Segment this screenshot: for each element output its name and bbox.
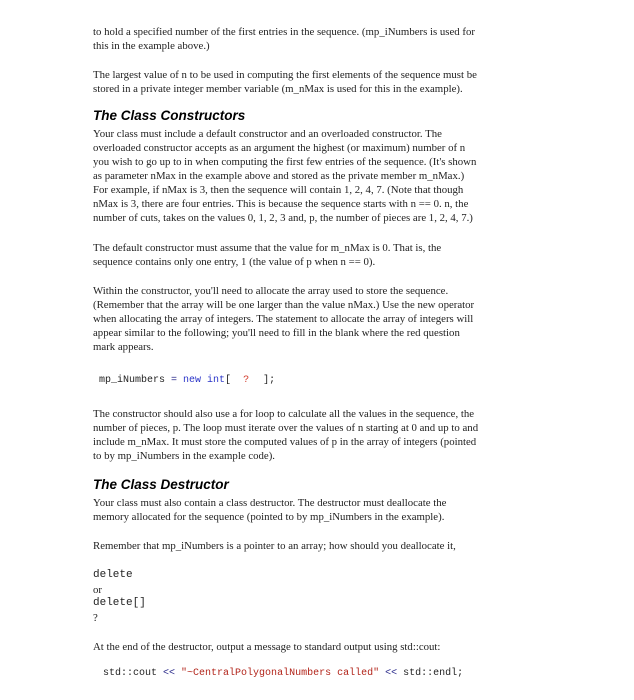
paragraph-line: include m_nMax. It must store the computed values of p in the array of integers (pointed	[93, 436, 477, 448]
paragraph-line: to hold a specified number of the first entries in the sequence. (mp_iNumbers is used for	[93, 26, 475, 38]
paragraph-line: The constructor should also use a for loop to calculate all the values in the sequence, the	[93, 408, 475, 420]
paragraph-line: number of cuts, takes on the values 0, 1, 2, 3 and, p, the number of pieces are 1, 2, 4, 7.)	[93, 212, 473, 224]
paragraph-line: overloaded constructor accepts as an argument the highest (or maximum) number of n	[93, 142, 466, 154]
paragraph-line: Your class must also contain a class destructor. The destructor must deallocate the	[93, 497, 447, 509]
paragraph-line: when allocating the array of integers. The statement to allocate the array of integers will	[93, 313, 474, 325]
code-operator: <<	[163, 668, 176, 679]
or-text: or	[93, 584, 102, 596]
code-snippet-cout	[103, 668, 463, 679]
paragraph-line: as parameter nMax in the example above and stored as the private member m_nMax.)	[93, 170, 465, 182]
code-bracket: ];	[263, 375, 276, 386]
paragraph-line: you wish to go up to in when computing the first few entries of the sequence. (It's shown	[93, 156, 477, 168]
paragraph-line: Your class must include a default constructor and an overloaded constructor. The	[93, 128, 442, 140]
code-keyword: new int	[183, 375, 226, 386]
paragraph-line: The default constructor must assume that the value for m_nMax is 0. That is, the	[93, 242, 442, 254]
section-heading-constructors: The Class Constructors	[93, 108, 246, 123]
paragraph-line: nMax is 3, there are four entries. This is because the sequence starts with n == 0. n, the	[93, 198, 469, 210]
code-text: std::cout	[103, 668, 164, 679]
code-text: std::endl;	[397, 668, 464, 679]
code-variable: mp_iNumbers	[99, 375, 166, 386]
delete-option: delete	[93, 569, 133, 581]
paragraph-line: this in the example above.)	[93, 40, 210, 52]
code-operator: <<	[385, 668, 398, 679]
paragraph-line: The largest value of n to be used in computing the first elements of the sequence must be	[93, 69, 477, 81]
question-mark-text: ?	[93, 612, 98, 624]
code-operator: =	[165, 375, 184, 386]
paragraph-line: Remember that mp_iNumbers is a pointer to an array; how should you deallocate it,	[93, 540, 456, 552]
paragraph-line: sequence contains only one entry, 1 (the value of p when n == 0).	[93, 256, 376, 268]
red-question-mark: ?	[243, 375, 250, 386]
code-snippet-allocation	[99, 375, 275, 386]
code-string: "~CentralPolygonalNumbers called"	[181, 668, 380, 679]
delete-array-option: delete[]	[93, 597, 146, 609]
paragraph-line: (Remember that the array will be one larger than the value nMax.) Use the new operator	[93, 299, 475, 311]
paragraph-line: to by mp_iNumbers in the example code).	[93, 450, 276, 462]
paragraph-line: At the end of the destructor, output a message to standard output using std::cout:	[93, 641, 441, 653]
paragraph-line: memory allocated for the sequence (pointed to by mp_iNumbers in the example).	[93, 511, 445, 523]
section-heading-destructor: The Class Destructor	[93, 477, 229, 492]
paragraph-line: stored in a private integer member variable (m_nMax is used for this in the example).	[93, 83, 463, 95]
paragraph-line: appear similar to the following; you'll need to fill in the blank where the red question	[93, 327, 460, 339]
paragraph-line: Within the constructor, you'll need to allocate the array used to store the sequence.	[93, 285, 449, 297]
paragraph-line: number of pieces, p. The loop must iterate over the values of n starting at 0 and up to and	[93, 422, 479, 434]
paragraph-line: mark appears.	[93, 341, 154, 353]
paragraph-line: For example, if nMax is 3, then the sequence will contain 1, 2, 4, 7. (Note that though	[93, 184, 464, 196]
code-bracket: [	[225, 375, 232, 386]
